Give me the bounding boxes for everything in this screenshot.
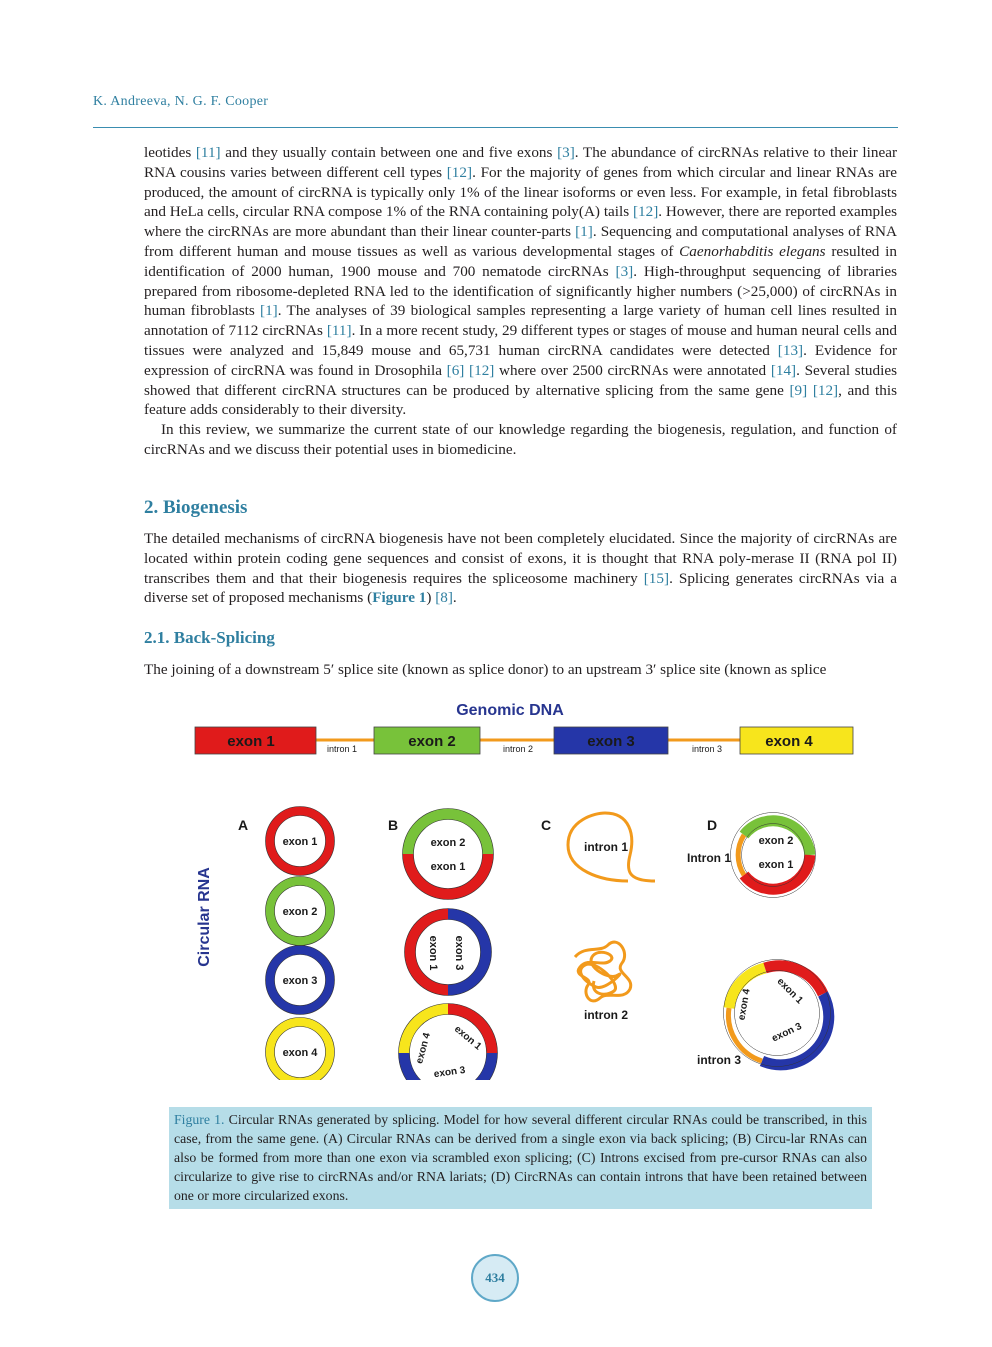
citation-link[interactable]: [12] bbox=[469, 361, 495, 379]
circ-b3-exon-3-label: exon 3 bbox=[433, 1064, 467, 1080]
caption-text: Circular RNAs generated by splicing. Model for how several different circular RNAs could be transcribed, in this case, from the same gene. (A) Circular RNAs can be derived from a single exon via back splicing; (B) Circu-lar RNAs can also be formed from more than one exon via scrambled exon splicing; (C) Introns excised from pre-cursor RNAs can also circularize to give rise to circRNAs and/or RNA lariats; (D) CircRNAs can contain introns that have been retained between one or more circularized exons. bbox=[174, 1112, 867, 1203]
paragraph-3: The detailed mechanisms of circRNA biogenesis have not been completely elucidated. Since the majority of circRNAs are located within protein coding gene sequences and consist of exons, it is thought that RNA poly-merase II (RNA pol II) transcribes them and that their biogenesis requires the spliceosome machinery [15]. Splicing generates circRNAs via a diverse set of proposed mechanisms (Figure 1) [8]. bbox=[144, 530, 898, 607]
circ-d2-exon-1-label: exon 1 bbox=[774, 976, 805, 1007]
dna-exon-4-label: exon 4 bbox=[765, 733, 813, 750]
figure-title: Genomic DNA bbox=[456, 702, 564, 719]
circ-d1-exon-2-label: exon 2 bbox=[758, 835, 794, 847]
citation-link[interactable]: [1] bbox=[575, 223, 593, 241]
dna-intron-1-label: intron 1 bbox=[326, 744, 358, 754]
species-name: Caenorhabditis elegans bbox=[679, 242, 826, 260]
dna-intron-2-label: intron 2 bbox=[502, 744, 534, 754]
citation-link[interactable]: [3] bbox=[557, 144, 575, 161]
citation-link[interactable]: [6] bbox=[446, 361, 465, 379]
paragraph-intro-continued bbox=[144, 143, 897, 460]
citation-link[interactable]: [9] bbox=[789, 381, 808, 399]
circ-b3-exon-1-label: exon 1 bbox=[451, 1023, 484, 1053]
panel-label-a: A bbox=[238, 817, 249, 833]
citation-link[interactable]: [8] bbox=[435, 589, 453, 607]
section-heading-biogenesis: 2. Biogenesis bbox=[144, 497, 248, 518]
circ-b2-exon-1-label: exon 1 bbox=[427, 935, 439, 971]
page-number: 434 bbox=[471, 1254, 519, 1302]
citation-link[interactable]: [3] bbox=[615, 262, 634, 280]
paragraph-1: leotides [11] and they usually contain between one and five exons [3]. The abundance of circRNAs relative to their linear RNA cousins varies between different cell types [12]. For the majority of genes from which circular and linear RNAs are produced, the amount of circRNA is typically only 1% of the linear isoforms or even less. For example, in fetal fibroblasts and HeLa cells, circular RNA compose 1% of the RNA containing poly(A) tails [12]. However, there are reported examples where the circRNAs are more abundant than their linear counter-parts [1]. Sequencing and computational analyses of RNA from different human and mouse tissues as well as various developmental stages of Caenorhabditis elegans resulted in identification of 2000 human, 1900 mouse and 700 nematode circRNAs [3]. High-throughput sequencing of libraries prepared from ribosome-depleted RNA led to the identification of significantly higher numbers (>25,000) of circRNAs in human fibroblasts [1]. The analyses of 39 biological samples representing a large variety of human cell lines resulted in annotation of 7112 circRNAs [11]. In a more recent study, 29 different types or stages of mouse and human neural cells and tissues were analyzed and 15,849 mouse and 65,731 human circRNA candidates were detected [13]. Evidence for expression of circRNA was found in Drosophila [6] [12] where over 2500 circRNAs were annotated [14]. Several studies showed that different circRNA structures can be produced by alternative splicing from the same gene [9] [12], and this feature adds considerably to their diversity. bbox=[144, 144, 898, 419]
dna-exon-2-label: exon 2 bbox=[408, 733, 456, 750]
circ-d2-intron-label: intron 3 bbox=[697, 1053, 741, 1067]
citation-link[interactable]: [13] bbox=[777, 341, 804, 359]
circ-a-exon-1-label: exon 1 bbox=[282, 836, 318, 848]
subsection-heading-back-splicing: 2.1. Back-Splicing bbox=[144, 628, 275, 647]
circ-d1-intron-arc bbox=[738, 835, 744, 875]
circ-d2-exon-4-label: exon 4 bbox=[736, 988, 753, 1022]
circ-b1-exon-2-label: exon 2 bbox=[430, 837, 466, 849]
circ-b3-exon-4-label: exon 4 bbox=[414, 1031, 433, 1066]
circ-b2-exon-3-label: exon 3 bbox=[453, 935, 465, 971]
panel-label-d: D bbox=[707, 817, 718, 833]
circ-d1-intron-label: Intron 1 bbox=[687, 851, 731, 865]
circ-a-exon-4-label: exon 4 bbox=[282, 1047, 318, 1059]
citation-link[interactable]: [11] bbox=[195, 144, 221, 161]
circ-d1-exon-1-label: exon 1 bbox=[758, 859, 794, 871]
figure-1 bbox=[190, 695, 858, 1080]
dna-intron-3-label: intron 3 bbox=[691, 744, 723, 754]
dna-exon-3-label: exon 3 bbox=[587, 733, 635, 750]
circ-b1-exon-1-label: exon 1 bbox=[430, 861, 466, 873]
paragraph-2: In this review, we summarize the current state of our knowledge regarding the biogenesis, regulation, and function of circRNAs and we discuss their potential uses in biomedicine. bbox=[144, 421, 897, 458]
caption-label: Figure 1. bbox=[174, 1112, 225, 1127]
lariat-intron-1-label: intron 1 bbox=[584, 840, 628, 854]
circular-rna-label: Circular RNA bbox=[196, 867, 213, 967]
paragraph-4: The joining of a downstream 5′ splice site (known as splice donor) to an upstream 3′ splice site (known as splice bbox=[144, 661, 827, 678]
figure-link[interactable]: Figure 1 bbox=[372, 589, 427, 607]
citation-link[interactable]: [12] bbox=[632, 203, 659, 221]
dna-exon-1-label: exon 1 bbox=[227, 733, 275, 750]
header-rule bbox=[93, 127, 898, 128]
citation-link[interactable]: [12] bbox=[446, 163, 473, 181]
circ-a-exon-2-label: exon 2 bbox=[282, 906, 318, 918]
citation-link[interactable]: [14] bbox=[770, 361, 797, 379]
running-header: K. Andreeva, N. G. F. Cooper bbox=[93, 94, 269, 109]
citation-link[interactable]: [1] bbox=[260, 302, 278, 320]
panel-label-b: B bbox=[388, 817, 399, 833]
citation-link[interactable]: [12] bbox=[812, 381, 839, 399]
tangle-intron-2-label: intron 2 bbox=[584, 1008, 628, 1022]
figure-1-caption bbox=[169, 1107, 872, 1209]
citation-link[interactable]: [11] bbox=[326, 322, 352, 340]
tangle-intron-2 bbox=[575, 942, 631, 1001]
circ-d2-exon-3-label: exon 3 bbox=[770, 1021, 804, 1045]
circ-a-exon-3-label: exon 3 bbox=[282, 975, 318, 987]
panel-label-c: C bbox=[541, 817, 552, 833]
citation-link[interactable]: [15] bbox=[643, 569, 670, 587]
